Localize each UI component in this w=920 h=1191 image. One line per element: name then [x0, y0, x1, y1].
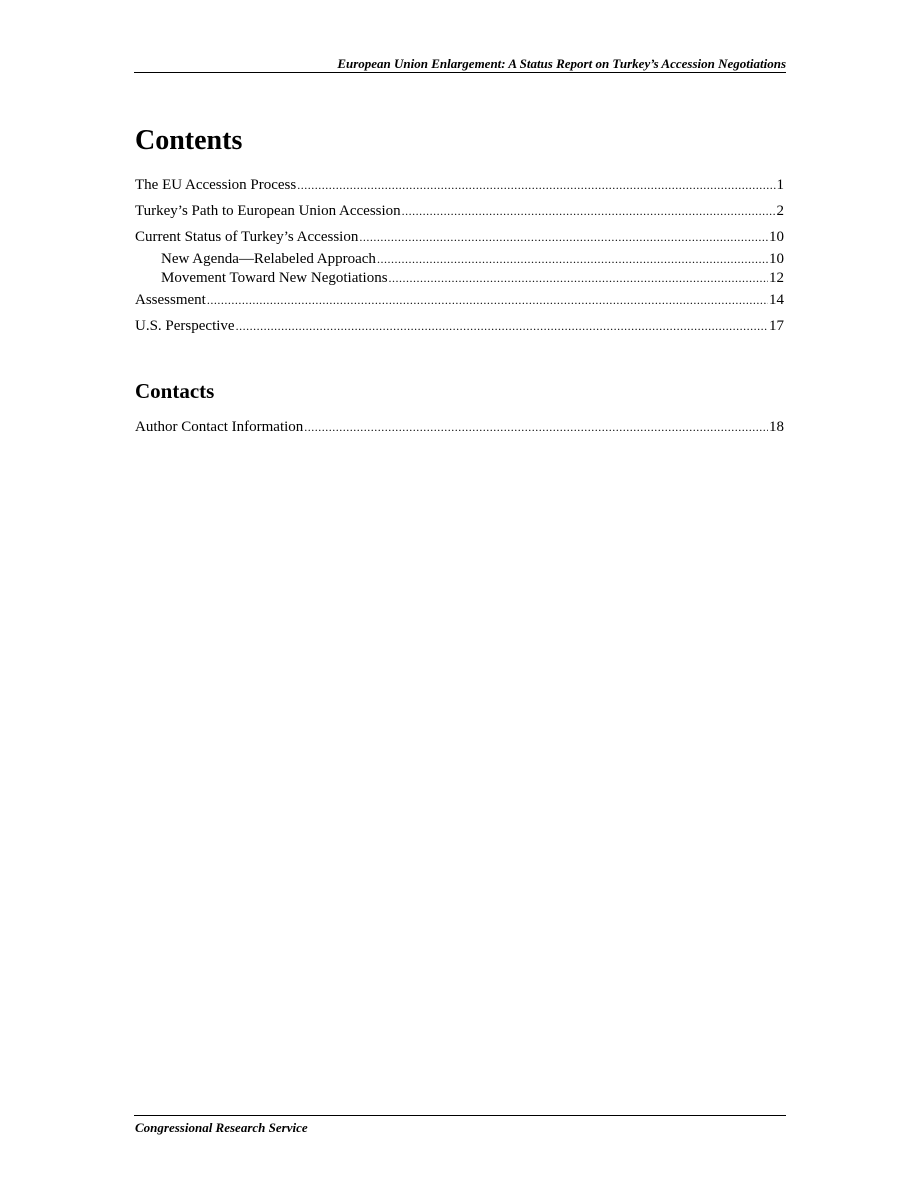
contents-heading: Contents	[135, 125, 243, 156]
toc-dot-leader	[402, 202, 776, 221]
toc-entry[interactable]	[135, 418, 784, 437]
toc-entry-page: 14	[769, 292, 784, 308]
toc-dot-leader	[377, 250, 768, 269]
toc-entry-page: 12	[769, 270, 784, 286]
toc-entry-title: Turkey’s Path to European Union Accession	[135, 203, 401, 219]
running-header: European Union Enlargement: A Status Report on Turkey’s Accession Negotiations	[337, 56, 786, 71]
toc-entry-page: 10	[769, 229, 784, 245]
toc-dot-leader	[297, 176, 775, 195]
toc-entry-title: Assessment	[135, 292, 206, 308]
toc-entry-title: New Agenda—Relabeled Approach	[161, 251, 376, 267]
toc-dot-leader	[236, 317, 768, 336]
toc-entry-page: 18	[769, 419, 784, 435]
toc-entry-page: 10	[769, 251, 784, 267]
toc-entry-title: Current Status of Turkey’s Accession	[135, 229, 359, 245]
toc-entry-title: Movement Toward New Negotiations	[161, 270, 388, 286]
toc-subentry[interactable]	[161, 250, 784, 269]
toc-entry[interactable]	[135, 291, 784, 310]
toc-entry[interactable]	[135, 228, 784, 247]
running-footer: Congressional Research Service	[135, 1120, 308, 1135]
footer-rule	[134, 1115, 786, 1116]
toc-dot-leader	[207, 291, 768, 310]
toc-entry-title: The EU Accession Process	[135, 177, 297, 193]
toc-dot-leader	[304, 418, 768, 437]
toc-entry[interactable]	[135, 176, 784, 195]
toc-subentry[interactable]	[161, 269, 784, 288]
toc-entry[interactable]	[135, 317, 784, 336]
toc-entry-page: 2	[776, 203, 784, 219]
toc-dot-leader	[389, 269, 768, 288]
toc-entry[interactable]	[135, 202, 784, 221]
toc-entry-title: Author Contact Information	[135, 419, 304, 435]
toc-entry-page: 17	[769, 318, 784, 334]
contacts-heading: Contacts	[135, 379, 215, 403]
toc-entry-title: U.S. Perspective	[135, 318, 235, 334]
toc-entry-page: 1	[776, 177, 784, 193]
header-rule	[134, 72, 786, 73]
toc-dot-leader	[359, 228, 768, 247]
